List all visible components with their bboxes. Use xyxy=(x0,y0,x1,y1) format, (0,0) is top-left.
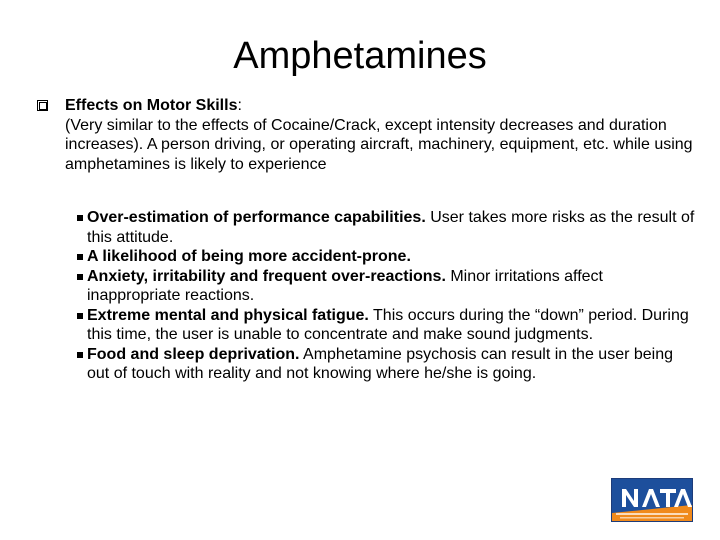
slide-title: Amphetamines xyxy=(233,35,487,77)
effect-description: User takes more risks as the result of this attitude. xyxy=(87,209,695,246)
main-bullet-text xyxy=(65,96,697,174)
main-bullet xyxy=(37,96,697,174)
nata-logo xyxy=(611,478,693,522)
main-bullet-heading: Effects on Motor Skills xyxy=(65,97,238,114)
square-bullet-icon xyxy=(77,215,83,221)
effect-title: Anxiety, irritability and frequent over-reactions. xyxy=(87,267,446,285)
square-bullet-icon xyxy=(77,254,83,260)
square-bullet-icon xyxy=(77,313,83,319)
nata-logo-icon xyxy=(612,479,692,521)
effect-item xyxy=(77,208,697,247)
main-bullet-body: (Very similar to the effects of Cocaine/Crack, except intensity decreases and duration increases). A person driving, or operating aircraft, machinery, equipment, etc. while using amphetamines is likely to experience xyxy=(65,116,693,173)
checkbox-bullet-icon xyxy=(37,100,48,111)
square-bullet-icon xyxy=(77,274,83,280)
square-bullet-icon xyxy=(77,352,83,358)
effect-item xyxy=(77,247,697,267)
effect-title: A likelihood of being more accident-prone. xyxy=(87,248,411,265)
effect-item xyxy=(77,345,697,384)
effect-title: Food and sleep deprivation. xyxy=(87,345,300,363)
effect-title: Extreme mental and physical fatigue. xyxy=(87,306,369,324)
effect-description: This occurs during the “down” period. During this time, the user is unable to concentrate and make sound judgments. xyxy=(87,306,689,343)
effect-item xyxy=(77,267,697,306)
effect-item xyxy=(77,306,697,345)
effect-title: Over-estimation of performance capabilities. xyxy=(87,209,426,226)
effect-description: Amphetamine psychosis can result in the user being out of touch with reality and not knowing where he/she is going. xyxy=(87,345,674,382)
effect-description: Minor irritations affect inappropriate reactions. xyxy=(87,267,603,304)
effects-list xyxy=(77,208,697,384)
main-bullet-colon: : xyxy=(237,97,242,114)
